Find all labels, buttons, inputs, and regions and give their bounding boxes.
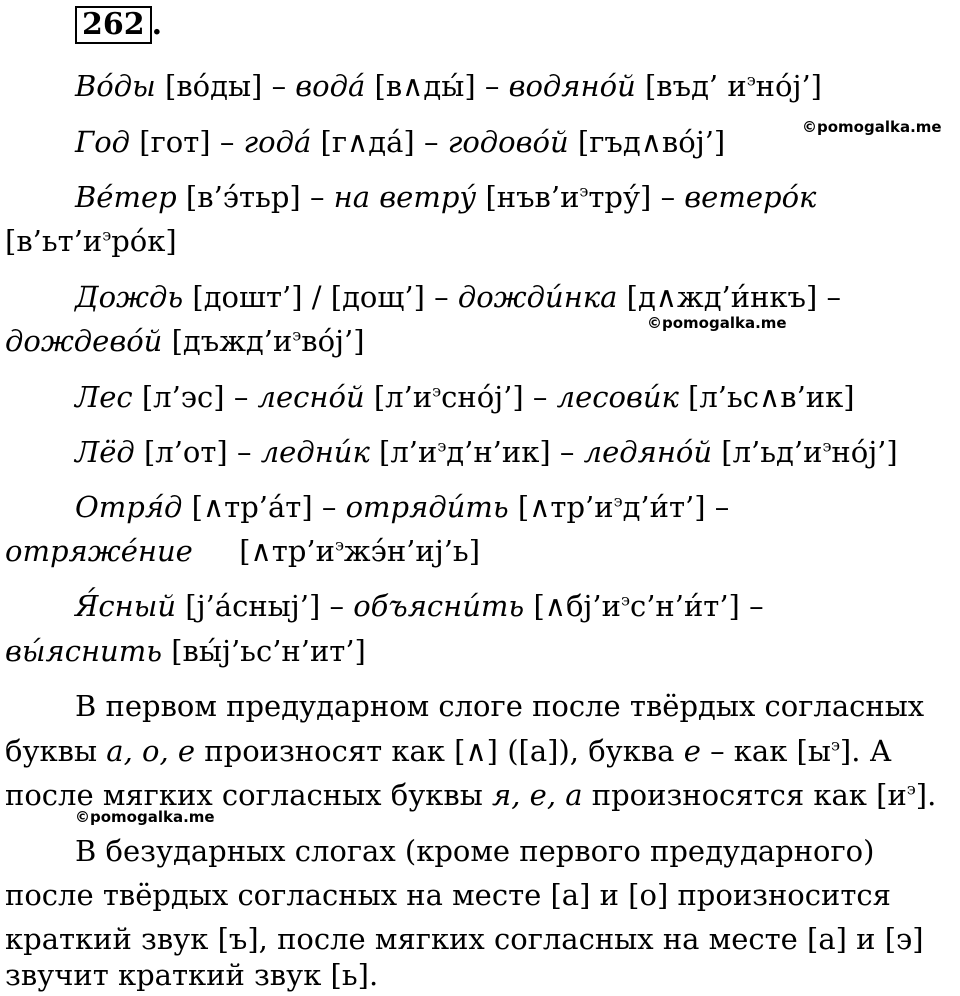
line-vyyasnit bbox=[5, 631, 366, 671]
line-veterok-transcription bbox=[5, 221, 177, 261]
word-ledyanoy: ледяно́й bbox=[583, 435, 713, 469]
transcription-vyyasnit: [вы́j’ьс’н’ит’] bbox=[171, 634, 366, 668]
line-dozhdevoy bbox=[5, 321, 365, 361]
exercise-number bbox=[75, 6, 162, 44]
superscript-e: э bbox=[620, 590, 630, 610]
separator: – bbox=[271, 69, 287, 103]
superscript-e: э bbox=[746, 70, 756, 90]
transcription-otryad: [∧тр’а́т] bbox=[191, 490, 313, 524]
rule-text: буквы bbox=[5, 734, 107, 768]
line-lyod bbox=[75, 432, 898, 472]
separator: – bbox=[309, 180, 325, 214]
rule2-line4: звучит краткий звук [ь]. bbox=[5, 958, 379, 992]
line-otryazhenie bbox=[5, 531, 480, 571]
transcription-part: [л’и bbox=[379, 435, 438, 469]
transcription-dozhd: [дошт’] / [дощ’] bbox=[192, 280, 425, 314]
word-yasny: Я́сный bbox=[75, 589, 177, 623]
superscript-e: э bbox=[906, 779, 916, 799]
line-veter bbox=[75, 177, 816, 217]
transcription-otryazhenie bbox=[239, 534, 480, 568]
transcription-otryadit bbox=[518, 490, 706, 524]
transcription-part: но́j’] bbox=[831, 435, 898, 469]
rule1-line2 bbox=[5, 731, 892, 771]
transcription-part: [∧тр’и bbox=[239, 534, 335, 568]
word-lyod: Лёд bbox=[75, 435, 135, 469]
rule-text: произносят как [∧] ([а]), буква bbox=[195, 734, 684, 768]
separator: – bbox=[714, 490, 730, 524]
transcription-part: [∧тр’и bbox=[517, 490, 614, 524]
transcription-part: [въд’ и bbox=[644, 69, 747, 103]
separator: – bbox=[321, 490, 337, 524]
rule-text: произносятся как [и bbox=[582, 778, 907, 812]
transcription-part: [в’ьт’и bbox=[5, 224, 103, 258]
line-otryad bbox=[75, 487, 729, 527]
word-les: Лес bbox=[75, 380, 133, 414]
transcription-obyasnit bbox=[533, 589, 739, 623]
rule2-line1: В безударных слогах (кроме первого предударного) bbox=[75, 834, 875, 868]
separator: – bbox=[660, 180, 676, 214]
rule-letters: а, о, е bbox=[106, 734, 196, 768]
separator: – bbox=[219, 125, 235, 159]
transcription-part: д’и́т’] bbox=[622, 490, 706, 524]
rule-text: ]. bbox=[915, 778, 937, 812]
rule-text: – как [ы bbox=[700, 734, 831, 768]
line-dozhd bbox=[75, 277, 841, 317]
transcription-part: [∧бj’и bbox=[533, 589, 621, 623]
word-na-vetru: на ветру́ bbox=[333, 180, 477, 214]
rule1-line1: В первом предударном слоге после твёрдых согласных bbox=[75, 689, 925, 723]
transcription-veterok bbox=[5, 224, 177, 258]
line-god bbox=[75, 122, 725, 162]
line-vody bbox=[75, 66, 822, 106]
exercise-number-dot: . bbox=[151, 7, 163, 42]
transcription-dozhdevoy bbox=[172, 324, 365, 358]
transcription-part: тру́] bbox=[588, 180, 652, 214]
superscript-e: э bbox=[437, 436, 447, 456]
watermark: ©pomogalka.me bbox=[647, 314, 787, 332]
transcription-dozhdinka: [д∧жд’и́нкъ] bbox=[626, 280, 818, 314]
separator: – bbox=[484, 69, 500, 103]
word-godovoy: годово́й bbox=[447, 125, 569, 159]
transcription-lesovik: [л’ьс∧в’ик] bbox=[688, 380, 855, 414]
word-god: Год bbox=[75, 125, 131, 159]
superscript-e: э bbox=[432, 381, 442, 401]
transcription-part: но́j’] bbox=[755, 69, 822, 103]
separator: – bbox=[233, 380, 249, 414]
word-lesnoy: лесно́й bbox=[257, 380, 365, 414]
word-veterok: ветеро́к bbox=[684, 180, 817, 214]
word-lesovik: лесови́к bbox=[556, 380, 679, 414]
superscript-e: э bbox=[102, 225, 112, 245]
superscript-e: э bbox=[579, 181, 589, 201]
word-dozhdinka: дожди́нка bbox=[457, 280, 618, 314]
transcription-veter: [в’э́тьр] bbox=[185, 180, 301, 214]
separator: – bbox=[559, 435, 575, 469]
transcription-na-vetru bbox=[485, 180, 651, 214]
separator: – bbox=[329, 589, 344, 623]
superscript-e: э bbox=[613, 491, 623, 511]
superscript-e: э bbox=[830, 735, 840, 755]
transcription-yasny: [j’а́сныj’] bbox=[185, 589, 321, 623]
transcription-vody: [во́ды] bbox=[165, 69, 263, 103]
watermark: ©pomogalka.me bbox=[802, 118, 942, 136]
rule2-line3: краткий звук [ъ], после мягких согласных на месте [а] и [э] bbox=[5, 922, 924, 956]
separator: – bbox=[749, 589, 764, 623]
transcription-godovoy: [гъд∧во́j’] bbox=[577, 125, 726, 159]
transcription-lyod: [л’от] bbox=[143, 435, 228, 469]
transcription-goda: [г∧да́] bbox=[320, 125, 415, 159]
word-vyyasnit: вы́яснить bbox=[5, 634, 163, 668]
word-lednik: ледни́к bbox=[260, 435, 370, 469]
line-yasny bbox=[75, 586, 764, 626]
transcription-part: сно́j’] bbox=[441, 380, 524, 414]
word-otryad: Отря́д bbox=[75, 490, 183, 524]
separator: – bbox=[236, 435, 252, 469]
word-otryazhenie: отряже́ние bbox=[5, 534, 193, 568]
transcription-part: [дъжд’и bbox=[171, 324, 293, 358]
line-les bbox=[75, 377, 855, 417]
rule-letters: я, е, а bbox=[492, 778, 583, 812]
exercise-number-box: 262 bbox=[75, 6, 152, 44]
separator: – bbox=[532, 380, 548, 414]
transcription-part: жэ́н’иj’ь] bbox=[343, 534, 481, 568]
transcription-part: с’н’и́т’] bbox=[629, 589, 740, 623]
word-obyasnit: объясни́ть bbox=[353, 589, 525, 623]
word-vodyanoy: водяно́й bbox=[508, 69, 636, 103]
word-voda: вода́ bbox=[295, 69, 366, 103]
transcription-les: [л’эс] bbox=[141, 380, 225, 414]
superscript-e: э bbox=[334, 535, 344, 555]
rule2-line2: после твёрдых согласных на месте [а] и [о] произносится bbox=[5, 878, 891, 912]
transcription-lednik bbox=[379, 435, 551, 469]
word-veter: Ве́тер bbox=[75, 180, 177, 214]
transcription-part: во́j’] bbox=[301, 324, 365, 358]
transcription-part: [л’и bbox=[373, 380, 433, 414]
transcription-voda: [в∧ды́] bbox=[374, 69, 476, 103]
rule-letters: е bbox=[683, 734, 701, 768]
superscript-e: э bbox=[822, 436, 832, 456]
separator: – bbox=[423, 125, 439, 159]
transcription-vodyanoy bbox=[645, 69, 822, 103]
transcription-part: д’н’ик] bbox=[446, 435, 551, 469]
rule-text: ]. А bbox=[839, 734, 892, 768]
transcription-part: [л’ьд’и bbox=[721, 435, 823, 469]
transcription-part: ро́к] bbox=[111, 224, 177, 258]
word-goda: года́ bbox=[243, 125, 312, 159]
watermark: ©pomogalka.me bbox=[75, 808, 215, 826]
transcription-part: [нъв’и bbox=[485, 180, 580, 214]
separator: – bbox=[826, 280, 842, 314]
transcription-lesnoy bbox=[374, 380, 524, 414]
separator: – bbox=[434, 280, 449, 314]
superscript-e: э bbox=[292, 325, 302, 345]
word-otryadit: отряди́ть bbox=[345, 490, 509, 524]
word-vody: Во́ды bbox=[75, 69, 156, 103]
transcription-ledyanoy bbox=[721, 435, 897, 469]
rule-text: после мягких согласных буквы bbox=[5, 778, 493, 812]
transcription-god: [гот] bbox=[139, 125, 211, 159]
word-dozhd: Дождь bbox=[75, 280, 184, 314]
word-dozhdevoy: дождево́й bbox=[5, 324, 163, 358]
